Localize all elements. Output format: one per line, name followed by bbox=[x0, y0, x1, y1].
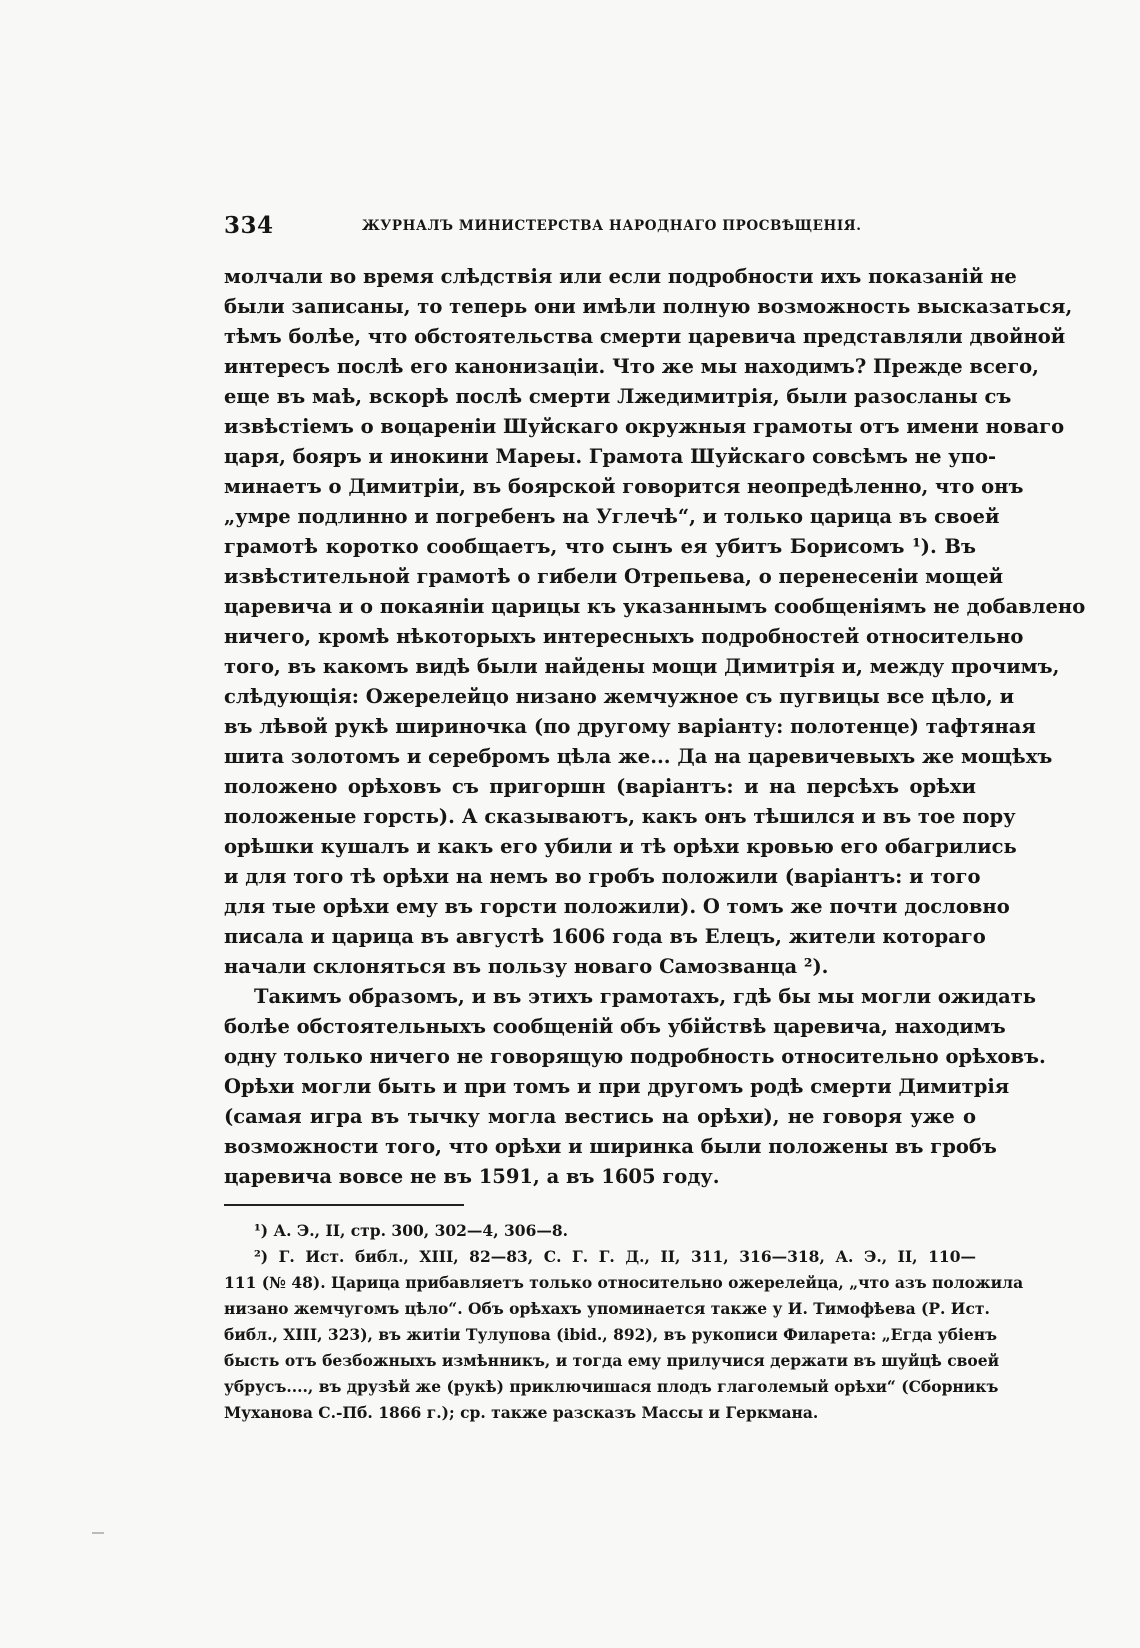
body-line: шита золотомъ и серебромъ цѣла же... Да на царевичевыхъ же мощѣхъ bbox=[224, 745, 1053, 768]
body-line: одну только ничего не говорящую подробность относительно орѣховъ. bbox=[224, 1045, 1046, 1068]
body-line: того, въ какомъ видѣ были найдены мощи Димитрія и, между прочимъ, bbox=[224, 655, 1060, 678]
body-line: ничего, кромѣ нѣкоторыхъ интересныхъ подробностей относительно bbox=[224, 625, 1024, 648]
body-line: болѣе обстоятельныхъ сообщеній объ убійствѣ царевича, находимъ bbox=[224, 1015, 1006, 1038]
body-line: грамотѣ коротко сообщаетъ, что сынъ ея убитъ Борисомъ ¹). Въ bbox=[224, 535, 976, 558]
body-line: писала и царица въ августѣ 1606 года въ Елецъ, жители котораго bbox=[224, 925, 986, 948]
body-line: царя, бояръ и инокини Мареы. Грамота Шуйскаго совсѣмъ не упо- bbox=[224, 445, 997, 468]
body-line: положеные горсть). А сказываютъ, какъ онъ тѣшился и въ тое пору bbox=[224, 805, 1016, 828]
body-line: и для того тѣ орѣхи на немъ во гробъ положили (варіантъ: и того bbox=[224, 865, 981, 888]
footnote-line: убрусъ...., въ друзѣй же (рукѣ) приключишася плодъ глаголемый орѣхи“ (Сборникъ bbox=[224, 1377, 999, 1396]
footnote-divider bbox=[224, 1204, 464, 1206]
body-line: (самая игра въ тычку могла вестись на орѣхи), не говоря уже о bbox=[224, 1105, 976, 1128]
body-line: царевича и о покаяніи царицы къ указаннымъ сообщеніямъ не добавлено bbox=[224, 595, 1086, 618]
footnote-line: ¹) А. Э., II, стр. 300, 302—4, 306—8. bbox=[254, 1221, 569, 1240]
page-header bbox=[224, 212, 976, 242]
body-line: были записаны, то теперь они имѣли полную возможность высказаться, bbox=[224, 295, 1073, 318]
body-line: Такимъ образомъ, и въ этихъ грамотахъ, гдѣ бы мы могли ожидать bbox=[254, 985, 1037, 1008]
body-line: минаетъ о Димитріи, въ боярской говорится неопредѣленно, что онъ bbox=[224, 475, 1024, 498]
scan-mark bbox=[92, 1532, 104, 1534]
running-title: ЖУРНАЛЪ МИНИСТЕРСТВА НАРОДНАГО ПРОСВѢЩЕНІЯ. bbox=[362, 218, 862, 234]
body-line: „умре подлинно и погребенъ на Углечѣ“, и только царица въ своей bbox=[224, 505, 1000, 528]
body-line: для тые орѣхи ему въ горсти положили). О томъ же почти дословно bbox=[224, 895, 1010, 918]
body-line: еще въ маѣ, вскорѣ послѣ смерти Лжедимитрія, были разосланы съ bbox=[224, 385, 1012, 408]
footnote-line: библ., XIII, 323), въ житіи Тулупова (ibid., 892), въ рукописи Филарета: „Егда убіенъ bbox=[224, 1325, 997, 1344]
body-line: царевича вовсе не въ 1591, а въ 1605 году. bbox=[224, 1165, 720, 1188]
body-line: орѣшки кушалъ и какъ его убили и тѣ орѣхи кровью его обагрились bbox=[224, 835, 1017, 858]
body-line: молчали во время слѣдствія или если подробности ихъ показаній не bbox=[224, 265, 1017, 288]
body-line: тѣмъ болѣе, что обстоятельства смерти царевича представляли двойной bbox=[224, 325, 1066, 348]
body-line: положено орѣховъ съ пригоршн (варіантъ: и на персѣхъ орѣхи bbox=[224, 775, 976, 798]
body-line: Орѣхи могли быть и при томъ и при другомъ родѣ смерти Димитрія bbox=[224, 1075, 1010, 1098]
footnote-line: 111 (№ 48). Царица прибавляетъ только относительно ожерелейца, „что азъ положила bbox=[224, 1273, 1024, 1292]
body-line: возможности того, что орѣхи и ширинка были положены въ гробъ bbox=[224, 1135, 997, 1158]
footnote-line: низано жемчугомъ цѣло“. Объ орѣхахъ упоминается также у И. Тимофѣева (Р. Ист. bbox=[224, 1299, 990, 1318]
footnotes bbox=[224, 1218, 1024, 1426]
body-line: извѣстіемъ о воцареніи Шуйскаго окружныя грамоты отъ имени новаго bbox=[224, 415, 1065, 438]
body-line: слѣдующія: Ожерелейцо низано жемчужное съ пугвицы все цѣло, и bbox=[224, 685, 1015, 708]
body-text bbox=[224, 262, 1086, 1192]
footnote-line: Муханова С.-Пб. 1866 г.); ср. также разсказъ Массы и Геркмана. bbox=[224, 1403, 819, 1422]
body-line: въ лѣвой рукѣ шириночка (по другому варіанту: полотенце) тафтяная bbox=[224, 715, 1036, 738]
body-line: интересъ послѣ его канонизаціи. Что же мы находимъ? Прежде всего, bbox=[224, 355, 1039, 378]
footnote-line: ²) Г. Ист. библ., XIII, 82—83, С. Г. Г. Д., II, 311, 316—318, А. Э., II, 110— bbox=[254, 1247, 976, 1266]
body-line: начали склоняться въ пользу новаго Самозванца ²). bbox=[224, 955, 829, 978]
footnote-line: бысть отъ безбожныхъ измѣнникъ, и тогда ему прилучися держати въ шуйцѣ своей bbox=[224, 1351, 1000, 1370]
page-number: 334 bbox=[224, 212, 274, 239]
body-line: извѣстительной грамотѣ о гибели Отрепьева, о перенесеніи мощей bbox=[224, 565, 1004, 588]
